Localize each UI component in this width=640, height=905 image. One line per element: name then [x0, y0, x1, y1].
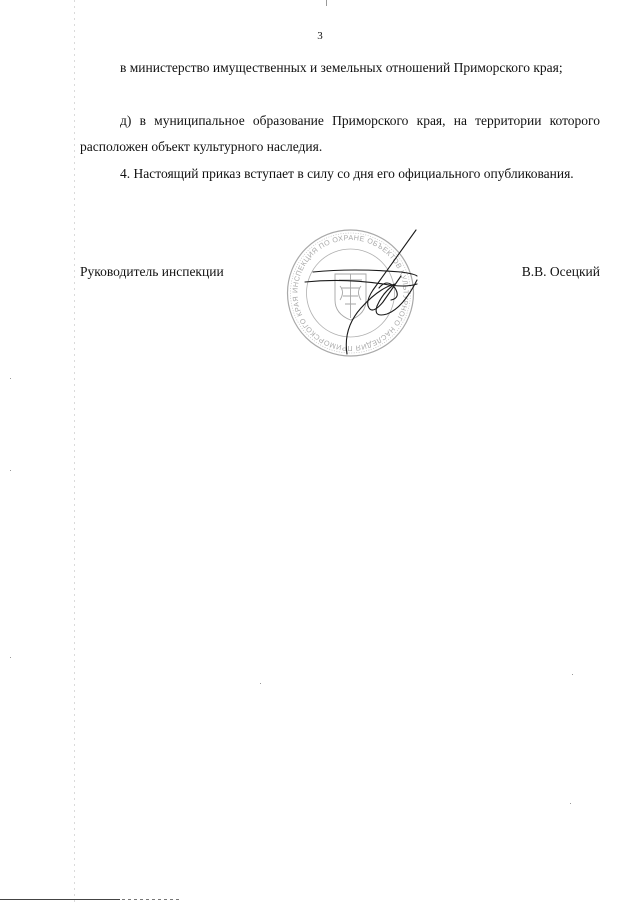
page-number: 3 [317, 30, 323, 42]
scan-speck [10, 657, 11, 658]
scan-speck [10, 470, 11, 471]
scan-mark [326, 0, 327, 6]
stamp-text: ИНСПЕКЦИЯ ПО ОХРАНЕ ОБЪЕКТОВ КУЛЬТУРНОГО НАСЛЕДИЯ ПРИМОРСКОГО КРАЯ [290, 232, 411, 354]
scan-speck [570, 803, 571, 804]
signer-title: Руководитель инспекции [80, 264, 224, 279]
scan-margin-line [74, 0, 75, 905]
scan-speck [572, 674, 573, 675]
paragraph-municipality: д) в муниципальное образование Приморского края, на территории которого расположен объект культурного наследия. [80, 113, 600, 154]
scan-bottom-dash [122, 899, 182, 900]
official-stamp [283, 228, 418, 358]
scan-speck [10, 378, 11, 379]
scan-speck [260, 683, 261, 684]
signer-name: В.В. Осецкий [521, 264, 600, 279]
paragraph-effective-date: 4. Настоящий приказ вступает в силу со дня его официального опубликования. [120, 166, 574, 181]
paragraph-ministry: в министерство имущественных и земельных отношений Приморского края; [120, 60, 563, 75]
scan-bottom-edge [0, 899, 120, 900]
